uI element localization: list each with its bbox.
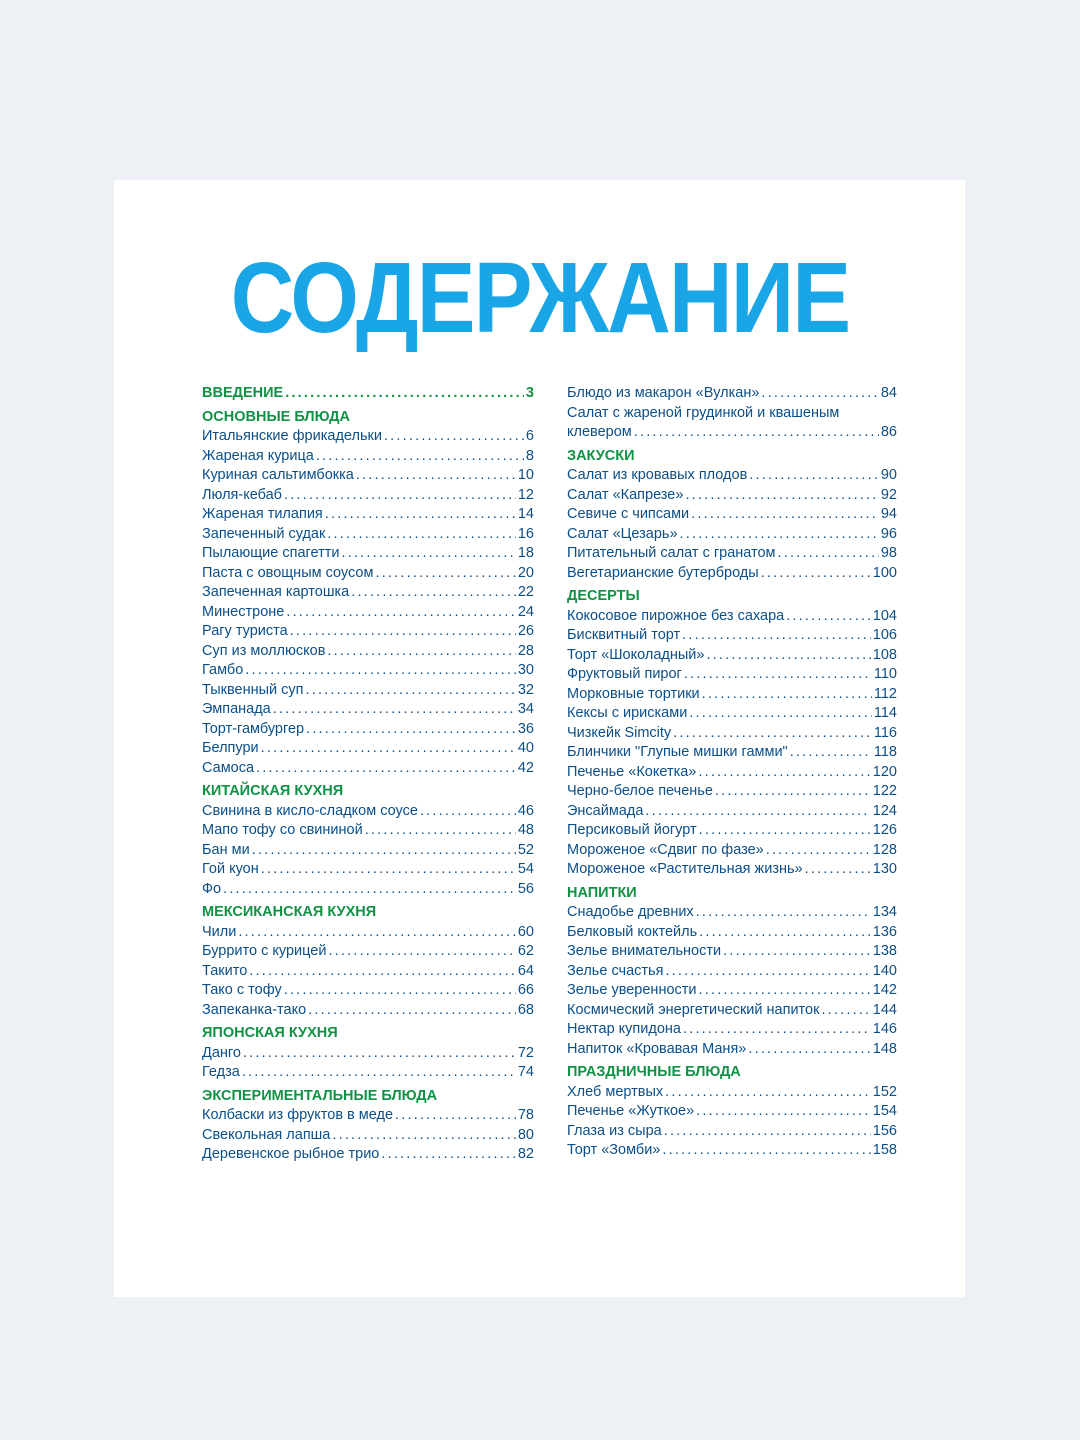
- toc-entry-text: Хлеб мертвых: [567, 1083, 664, 1100]
- toc-entry-text: Запеканка-тако: [202, 1001, 307, 1018]
- toc-entry-text: ВВЕДЕНИЕ: [202, 385, 284, 401]
- toc-section-heading: ДЕСЕРТЫ: [567, 588, 640, 604]
- dot-leader: [238, 923, 516, 943]
- toc-entry-text: Эмпанада: [202, 701, 271, 717]
- toc-page-number: 130: [872, 861, 897, 877]
- toc-entry: [202, 860, 534, 880]
- toc-page-number: 24: [517, 603, 534, 620]
- toc-entry: [567, 724, 897, 744]
- toc-entry-text: Салат «Цезарь»: [567, 525, 678, 542]
- toc-entry: [567, 981, 897, 1001]
- toc-page-number: 3: [525, 385, 534, 401]
- toc-page-number: 82: [517, 1146, 534, 1162]
- dot-leader: [684, 665, 872, 685]
- toc-entry: [567, 763, 897, 783]
- toc-entry-text: Чили: [202, 923, 237, 940]
- dot-leader: [273, 700, 516, 720]
- dot-leader: [706, 646, 870, 666]
- toc-entry-text: Фо: [202, 880, 222, 897]
- toc-section-heading: ОСНОВНЫЕ БЛЮДА: [202, 408, 350, 425]
- toc-page-number: 124: [872, 802, 897, 819]
- toc-entry-text: Пылающие спагетти: [202, 545, 340, 561]
- toc-page-number: 98: [880, 545, 897, 561]
- toc-page-number: 46: [517, 802, 534, 819]
- dot-leader: [761, 384, 878, 404]
- toc-entry-text: Глаза из сыра: [567, 1122, 662, 1139]
- dot-leader: [699, 981, 871, 1001]
- dot-leader: [702, 685, 872, 705]
- toc-page-number: 64: [517, 962, 534, 979]
- toc-entry-text: Зелье счастья: [567, 962, 664, 979]
- toc-page-number: 140: [872, 962, 897, 979]
- dot-leader: [252, 841, 516, 861]
- toc-entry-text: Черно-белое печенье: [567, 783, 713, 799]
- toc-entry: [202, 1145, 534, 1165]
- toc-page-number: 106: [872, 627, 897, 643]
- toc-page-number: 36: [517, 720, 534, 737]
- toc-entry: [202, 700, 534, 720]
- toc-entry: [202, 880, 534, 900]
- toc-entry-text: Белковый коктейль: [567, 923, 698, 940]
- toc-entry-text: Чизкейк Simcity: [567, 724, 672, 741]
- dot-leader: [341, 544, 515, 564]
- dot-leader: [665, 962, 870, 982]
- dot-leader: [261, 860, 516, 880]
- toc-page-number: 74: [517, 1064, 534, 1080]
- toc-entry: [567, 384, 897, 404]
- dot-leader: [786, 607, 871, 627]
- toc-section-heading: ЯПОНСКАЯ КУХНЯ: [202, 1025, 338, 1041]
- dot-leader: [748, 1040, 870, 1060]
- toc-entry: [202, 821, 534, 841]
- toc-entry-text: Белпури: [202, 740, 259, 756]
- dot-leader: [223, 880, 516, 900]
- toc-page-number: 136: [872, 923, 897, 940]
- toc-page-number: 114: [873, 705, 897, 721]
- toc-section-heading: ПРАЗДНИЧНЫЕ БЛЮДА: [567, 1064, 741, 1080]
- toc-entry: [202, 544, 534, 564]
- toc-entry-text: Паста с овощным соусом: [202, 564, 374, 581]
- toc-page-number: 66: [517, 982, 534, 998]
- toc-section-heading: МЕКСИКАНСКАЯ КУХНЯ: [202, 904, 377, 920]
- toc-page-number: 54: [517, 861, 534, 877]
- toc-entry: [202, 923, 534, 943]
- dot-leader: [673, 724, 872, 744]
- dot-leader: [685, 486, 878, 506]
- toc-page-number: 34: [517, 701, 534, 717]
- dot-leader: [381, 1145, 515, 1165]
- toc-entry: [202, 981, 534, 1001]
- toc-section-entry: [202, 384, 534, 404]
- toc-entry-text: Свекольная лапша: [202, 1126, 331, 1143]
- toc-entry: [567, 564, 897, 584]
- toc-entry-text: Кексы с ирисками: [567, 705, 688, 721]
- toc-page-number: 146: [872, 1021, 897, 1037]
- dot-leader: [699, 821, 871, 841]
- toc-page-number: 14: [517, 506, 534, 522]
- toc-section-heading: ЭКСПЕРИМЕНТАЛЬНЫЕ БЛЮДА: [202, 1087, 438, 1104]
- toc-entry-text: Блюдо из макарон «Вулкан»: [567, 385, 760, 401]
- toc-page-number: 108: [872, 646, 897, 663]
- toc-entry: [567, 1122, 897, 1142]
- toc-entry: [567, 1141, 897, 1161]
- toc-page-number: 90: [880, 467, 897, 483]
- toc-entry: [567, 544, 897, 564]
- toc-entry: [202, 1126, 534, 1146]
- toc-page-number: 10: [517, 467, 534, 483]
- toc-entry-text: Данго: [202, 1044, 241, 1061]
- toc-entry: [202, 466, 534, 486]
- toc-page-number: 60: [517, 923, 534, 940]
- toc-entry: [567, 665, 897, 685]
- toc-entry-text: Бан ми: [202, 841, 250, 858]
- toc-page-number: 112: [873, 685, 897, 702]
- toc-entry: [567, 1001, 897, 1021]
- dot-leader: [420, 802, 516, 822]
- toc-entry: [567, 860, 897, 880]
- toc-entry-text: Севиче с чипсами: [567, 506, 690, 522]
- toc-entry-text: Снадобье древних: [567, 904, 694, 920]
- toc-page-number: 156: [872, 1122, 897, 1139]
- toc-page-number: 118: [873, 744, 897, 760]
- dot-leader: [328, 942, 515, 962]
- dot-leader: [696, 903, 871, 923]
- dot-leader: [665, 1083, 871, 1103]
- toc-page-number: 20: [517, 564, 534, 581]
- toc-page-number: 68: [517, 1001, 534, 1018]
- dot-leader: [698, 763, 870, 783]
- toc-entry-text: Персиковый йогурт: [567, 822, 697, 838]
- toc-entry-text: Салат с жареной грудинкой и квашеным: [567, 404, 840, 421]
- toc-entry: [202, 681, 534, 701]
- dot-leader: [395, 1106, 516, 1126]
- toc-entry: [567, 1083, 897, 1103]
- toc-entry: [567, 743, 897, 763]
- dot-leader: [778, 544, 879, 564]
- page-title: СОДЕРЖАНИЕ: [230, 242, 850, 354]
- toc-entry: [567, 903, 897, 923]
- toc-entry: [567, 423, 897, 443]
- dot-leader: [256, 759, 516, 779]
- toc-page-number: 72: [517, 1044, 534, 1061]
- toc-entry-text: Салат из кровавых плодов: [567, 467, 748, 483]
- toc-entry-text: Такито: [202, 962, 248, 979]
- dot-leader: [286, 603, 516, 623]
- dot-leader: [761, 564, 871, 584]
- toc-entry: [202, 486, 534, 506]
- toc-entry: [202, 564, 534, 584]
- dot-leader: [356, 466, 516, 486]
- toc-entry-text: Запеченный судак: [202, 525, 326, 542]
- toc-entry: [202, 962, 534, 982]
- toc-entry-text: Торт-гамбургер: [202, 720, 305, 737]
- toc-entry-text: Минестроне: [202, 603, 285, 620]
- toc-entry-text: Тыквенный суп: [202, 681, 304, 698]
- dot-leader: [261, 739, 516, 759]
- dot-leader: [332, 1126, 515, 1146]
- dot-leader: [662, 1141, 870, 1161]
- toc-entry: [202, 1106, 534, 1126]
- toc-entry-text: Мороженое «Растительная жизнь»: [567, 861, 803, 877]
- toc-entry: [202, 583, 534, 603]
- toc-entry: [567, 607, 897, 627]
- toc-entry: [202, 1063, 534, 1083]
- toc-page-number: 126: [872, 822, 897, 838]
- toc-entry: [202, 720, 534, 740]
- toc-entry: [202, 427, 534, 447]
- toc-page-number: 148: [872, 1040, 897, 1057]
- toc-entry-text: Блинчики "Глупые мишки гамми": [567, 744, 788, 760]
- dot-leader: [696, 1102, 871, 1122]
- toc-entry-text: Куриная сальтимбокка: [202, 467, 354, 483]
- toc-entry-text: Буррито с курицей: [202, 943, 327, 959]
- toc-page-number: 62: [517, 943, 534, 959]
- dot-leader: [634, 423, 879, 443]
- toc-entry: [567, 704, 897, 724]
- toc-entry: [567, 962, 897, 982]
- toc-page-number: 110: [873, 666, 897, 682]
- toc-entry-text: Печенье «Кокетка»: [567, 763, 697, 780]
- toc-entry: [202, 802, 534, 822]
- toc-page-number: 12: [517, 486, 534, 503]
- toc-entry: [567, 1102, 897, 1122]
- toc-entry-text: Деревенское рыбное трио: [202, 1146, 380, 1162]
- toc-entry-text: Жареная курица: [202, 447, 314, 464]
- toc-entry: [202, 1001, 534, 1021]
- toc-entry: [567, 626, 897, 646]
- dot-leader: [365, 821, 516, 841]
- toc-page-number: 142: [872, 982, 897, 998]
- toc-entry-text: Свинина в кисло-сладком соусе: [202, 802, 418, 819]
- toc-page-number: 28: [517, 642, 534, 659]
- toc-section-heading: КИТАЙСКАЯ КУХНЯ: [202, 783, 344, 799]
- dot-leader: [351, 583, 516, 603]
- toc-page-number: 26: [517, 623, 534, 639]
- toc-page-number: 120: [872, 763, 897, 780]
- toc-page-number: 6: [525, 428, 534, 444]
- toc-entry-text: Бисквитный торт: [567, 627, 681, 643]
- dot-leader: [766, 841, 871, 861]
- dot-leader: [689, 704, 872, 724]
- dot-leader: [245, 661, 516, 681]
- toc-page-number: 30: [517, 662, 534, 678]
- dot-leader: [375, 564, 515, 584]
- toc-page-number: 92: [880, 486, 897, 503]
- toc-page-number: 78: [517, 1107, 534, 1123]
- dot-leader: [821, 1001, 870, 1021]
- toc-entry: [567, 505, 897, 525]
- toc-entry-text: Космический энергетический напиток: [567, 1001, 820, 1018]
- toc-entry-text: Мороженое «Сдвиг по фазе»: [567, 841, 764, 858]
- toc-entry: [202, 603, 534, 623]
- toc-page-number: 16: [517, 525, 534, 542]
- toc-entry-text: Торт «Шоколадный»: [567, 646, 705, 663]
- toc-entry-text: Жареная тилапия: [202, 506, 323, 522]
- toc-entry: [567, 486, 897, 506]
- toc-entry-text: Торт «Зомби»: [567, 1142, 661, 1158]
- dot-leader: [805, 860, 871, 880]
- toc-entry: [567, 802, 897, 822]
- toc-entry-text: клевером: [567, 424, 632, 440]
- toc-entry-text: Гой куон: [202, 861, 259, 877]
- dot-leader: [306, 681, 516, 701]
- toc-entry: [567, 923, 897, 943]
- dot-leader: [682, 626, 871, 646]
- toc-page-number: 96: [880, 525, 897, 542]
- toc-page-number: 22: [517, 584, 534, 600]
- dot-leader: [290, 622, 516, 642]
- dot-leader: [723, 942, 871, 962]
- toc-page-number: 128: [872, 841, 897, 858]
- toc-entry: [202, 1044, 534, 1064]
- toc-entry: [202, 525, 534, 545]
- toc-page-number: 100: [872, 564, 897, 581]
- toc-section-heading: НАПИТКИ: [567, 884, 637, 901]
- toc-entry: [567, 1040, 897, 1060]
- toc-column-left: [202, 384, 534, 1165]
- dot-leader: [327, 525, 516, 545]
- dot-leader: [242, 1063, 516, 1083]
- toc-entry-text: Морковные тортики: [567, 685, 700, 702]
- toc-page-number: 138: [872, 943, 897, 959]
- toc-entry: [202, 642, 534, 662]
- toc-page-number: 152: [872, 1083, 897, 1100]
- toc-entry-text: Зелье уверенности: [567, 982, 697, 998]
- toc-entry: [202, 622, 534, 642]
- toc-entry-text: Самоса: [202, 759, 255, 776]
- toc-entry-text: Люля-кебаб: [202, 486, 282, 503]
- toc-entry-text: Салат «Капрезе»: [567, 486, 684, 503]
- dot-leader: [327, 642, 515, 662]
- toc-entry-text: Колбаски из фруктов в меде: [202, 1107, 394, 1123]
- toc-page-number: 154: [872, 1103, 897, 1119]
- toc-page-number: 18: [517, 545, 534, 561]
- toc-entry: [202, 505, 534, 525]
- toc-page-number: 134: [872, 904, 897, 920]
- toc-entry-text: Вегетарианские бутерброды: [567, 564, 759, 581]
- toc-column-right: [567, 384, 897, 1161]
- dot-leader: [284, 486, 516, 506]
- toc-entry-text: Мапо тофу со свининой: [202, 822, 363, 838]
- toc-entry-text: Нектар купидона: [567, 1021, 681, 1037]
- toc-entry: [567, 525, 897, 545]
- toc-entry-text: Зелье внимательности: [567, 943, 722, 959]
- toc-entry: [202, 661, 534, 681]
- toc-entry-text: Гедза: [202, 1064, 240, 1080]
- toc-section-heading: ЗАКУСКИ: [567, 447, 635, 464]
- toc-page-number: 42: [517, 759, 534, 776]
- dot-leader: [325, 505, 516, 525]
- toc-entry-text: Рагу туриста: [202, 623, 288, 639]
- dot-leader: [691, 505, 879, 525]
- toc-entry-text: Запеченная картошка: [202, 584, 350, 600]
- dot-leader: [715, 782, 871, 802]
- dot-leader: [249, 962, 516, 982]
- toc-entry-text: Напиток «Кровавая Маня»: [567, 1040, 747, 1057]
- toc-page-number: 104: [872, 607, 897, 624]
- toc-entry-text: Печенье «Жуткое»: [567, 1103, 695, 1119]
- toc-page-number: 122: [872, 783, 897, 799]
- toc-page-number: 32: [517, 681, 534, 698]
- toc-entry: [202, 841, 534, 861]
- toc-entry: [202, 447, 534, 467]
- toc-entry: [202, 739, 534, 759]
- toc-entry: [202, 759, 534, 779]
- dot-leader: [306, 720, 516, 740]
- toc-page-number: 56: [517, 880, 534, 897]
- toc-page-number: 40: [517, 740, 534, 756]
- toc-page-number: 116: [873, 724, 897, 741]
- toc-page-number: 144: [872, 1001, 897, 1018]
- dot-leader: [749, 466, 879, 486]
- toc-entry: [567, 782, 897, 802]
- toc-entry-text: Кокосовое пирожное без сахара: [567, 607, 785, 624]
- dot-leader: [285, 384, 524, 404]
- dot-leader: [284, 981, 516, 1001]
- toc-entry-text: Питательный салат с гранатом: [567, 545, 776, 561]
- dot-leader: [683, 1020, 871, 1040]
- toc-entry-text: Тако с тофу: [202, 982, 282, 998]
- toc-page-number: 48: [517, 822, 534, 838]
- toc-entry: [567, 466, 897, 486]
- toc-page-number: 8: [525, 447, 534, 464]
- toc-entry-text: Энсаймада: [567, 802, 644, 819]
- toc-entry-text: Фруктовый пирог: [567, 666, 682, 682]
- dot-leader: [308, 1001, 516, 1021]
- toc-page-number: 52: [517, 841, 534, 858]
- toc-entry: [567, 821, 897, 841]
- toc-page-number: 94: [880, 506, 897, 522]
- toc-page-number: 86: [880, 424, 897, 440]
- dot-leader: [316, 447, 524, 467]
- toc-entry-text: Суп из моллюсков: [202, 642, 326, 659]
- dot-leader: [645, 802, 870, 822]
- dot-leader: [699, 923, 871, 943]
- toc-entry: [567, 646, 897, 666]
- toc-entry: [567, 1020, 897, 1040]
- toc-entry: [567, 841, 897, 861]
- toc-entry-text: Итальянские фрикадельки: [202, 428, 382, 444]
- dot-leader: [790, 743, 872, 763]
- dot-leader: [680, 525, 879, 545]
- toc-entry: [567, 942, 897, 962]
- toc-entry: [202, 942, 534, 962]
- dot-leader: [664, 1122, 871, 1142]
- dot-leader: [243, 1044, 516, 1064]
- toc-page-number: 84: [880, 385, 897, 401]
- toc-entry-text: Гамбо: [202, 662, 244, 678]
- toc-entry: [567, 685, 897, 705]
- dot-leader: [384, 427, 524, 447]
- toc-page-number: 80: [517, 1126, 534, 1143]
- toc-page-number: 158: [872, 1142, 897, 1158]
